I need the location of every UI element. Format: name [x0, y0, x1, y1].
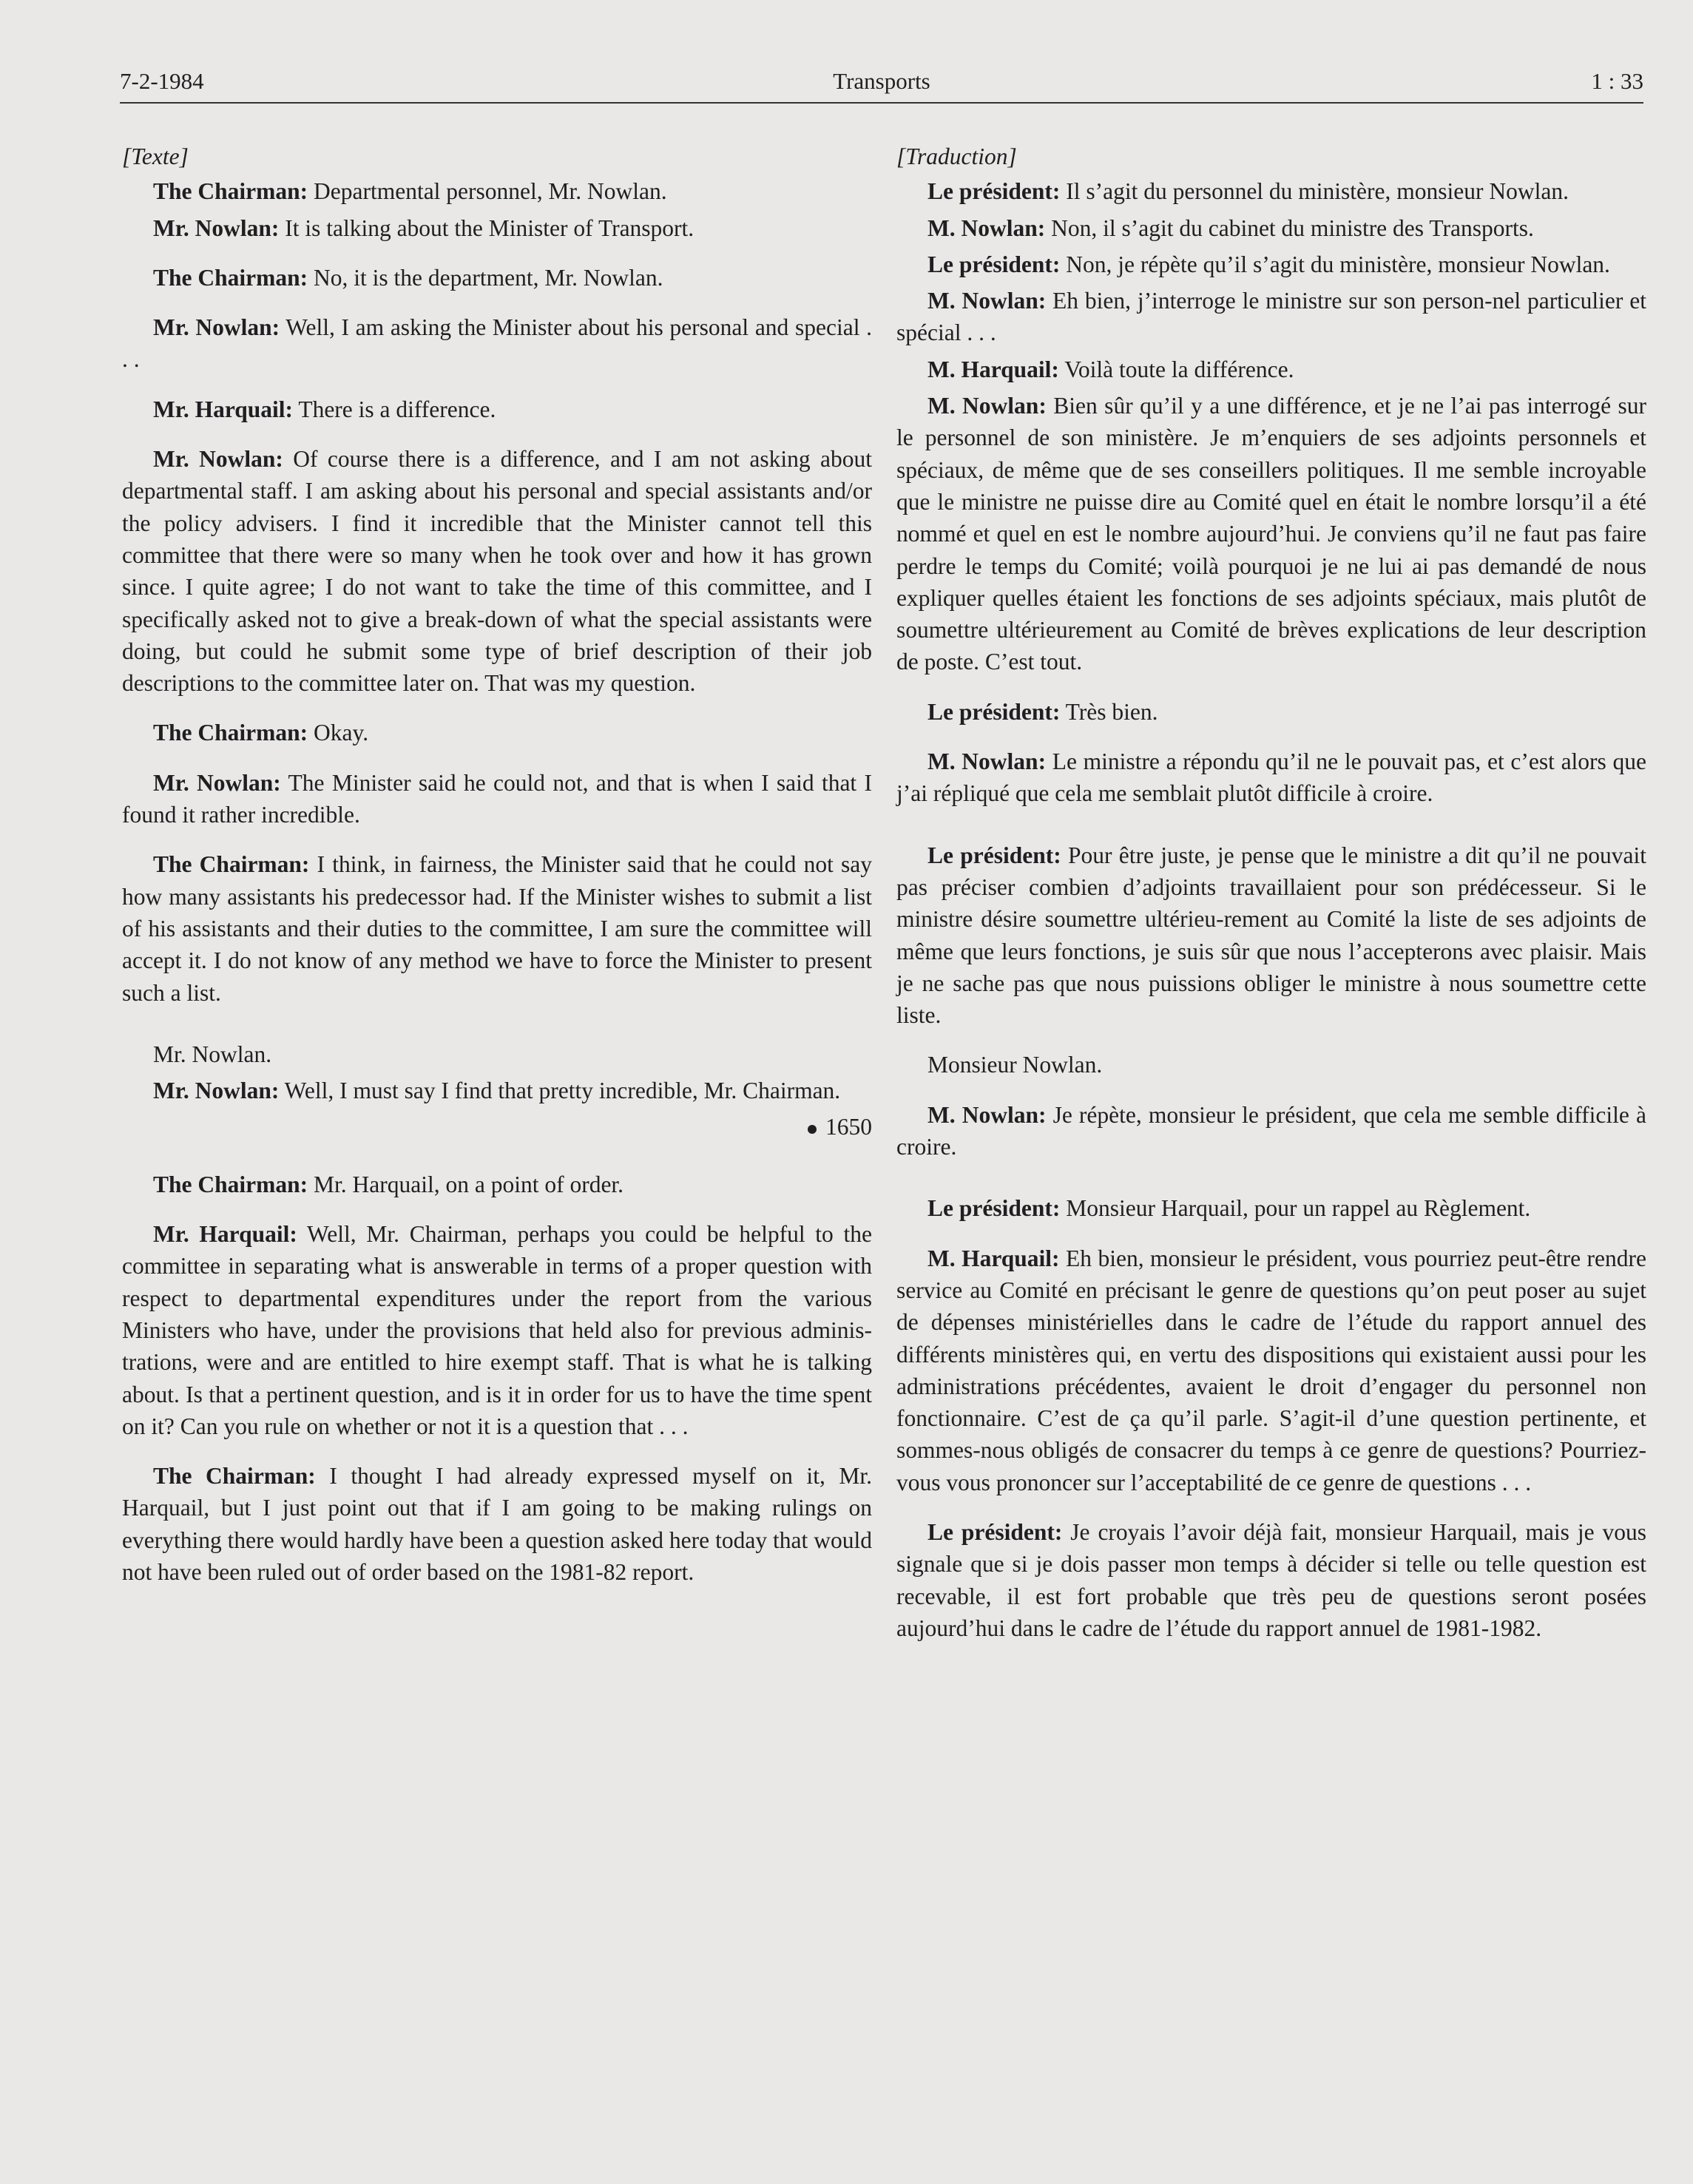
speaker: The Chairman: [153, 264, 308, 291]
speaker: The Chairman: [153, 720, 308, 746]
speech-text: Of course there is a difference, and I am not asking about departmental staff. I am asking about his personal and special assistants and/or the policy advisers. I find it incredible that the Minister cannot tell this committee that there were so many when he took over and how it has grown since. I quite agree; I do not want to take the time of this committee, and I specifically asked not to give a break-down of what the special assistants were doing, but could he submit some type of brief description of their job descriptions to the committee later on. That was my question. [122, 446, 872, 697]
paragraph [122, 1075, 872, 1106]
paragraph [896, 354, 1646, 385]
speaker: Mr. Harquail: [153, 396, 294, 422]
paragraph [122, 1169, 872, 1200]
speech-text: Je répète, monsieur le président, que cela me semble difficile à croire. [896, 1101, 1646, 1160]
speech-text: Pour être juste, je pense que le ministre a dit qu’il ne pouvait pas préciser combien d’adjoints travaillaient pour son prédécesseur. Si le ministre désire soumettre ultérieu-rement au Comité la liste de ses adjoints de même que leurs fonctions, je suis sûr que nous l’accepterons avec plaisir. Mais je ne sache pas que nous puissions obliger le ministre à nous soumettre cette liste. [896, 842, 1647, 1029]
speech-text: Mr. Nowlan. [153, 1041, 272, 1067]
paragraph [896, 1049, 1646, 1081]
speech-text: Mr. Harquail, on a point of order. [308, 1171, 624, 1197]
speech-text: Well, I am asking the Minister about his personal and special . . . [122, 314, 872, 373]
paragraph [896, 175, 1646, 207]
paragraph [896, 285, 1646, 349]
speaker: M. Nowlan: [927, 393, 1047, 419]
speech-text: The Minister said he could not, and that is when I said that I found it rather incredible. [122, 769, 873, 828]
paragraph [122, 1038, 872, 1070]
speech-text: Non, il s’agit du cabinet du ministre des Transports. [1045, 214, 1534, 241]
speech-text: Il s’agit du personnel du ministère, monsieur Nowlan. [1060, 178, 1569, 205]
speaker: Mr. Nowlan: [153, 769, 281, 796]
speaker: M. Nowlan: [927, 288, 1047, 314]
time-marker: 1650 [122, 1111, 872, 1143]
speaker: The Chairman: [153, 1171, 308, 1197]
paragraph [122, 393, 872, 425]
speech-text: Eh bien, monsieur le président, vous pourriez peut-être rendre service au Comité en précisant le genre de questions qu’on peut poser au sujet de dépenses ministérielles dans le cadre de l’étude du rapport annuel des différents ministères qui, en vertu des dispositions qui existaient aussi pour les administrations précédentes, avaient le droit d’engager du personnel non fonctionnaire. C’est de ça qu’il parle. S’agit-il d’une question pertinente, et sommes-nous obligés de consacrer du temps à ce genre de questions? Pourriez-vous vous prononcer sur l’acceptabilité de ce genre de questions . . . [896, 1245, 1646, 1495]
bullet-icon [808, 1125, 817, 1134]
speaker: Le président: [927, 1195, 1061, 1222]
paragraph [122, 1218, 872, 1442]
speaker: M. Nowlan: [927, 1101, 1047, 1128]
speaker: Mr. Nowlan: [153, 1078, 280, 1104]
header-title: Transports [833, 68, 930, 94]
paragraph [896, 839, 1646, 1032]
speaker: Mr. Nowlan: [153, 214, 280, 241]
speech-text: Le ministre a répondu qu’il ne le pouvait pas, et c’est alors que j’ai répliqué que cela me semblait plutôt difficile à croire. [896, 748, 1646, 807]
speech-text: Monsieur Harquail, pour un rappel au Règlement. [1060, 1195, 1531, 1222]
paragraph [122, 212, 872, 244]
section-label: [Texte] [122, 143, 189, 169]
page-header [120, 65, 1643, 104]
speech-text: There is a difference. [293, 396, 496, 422]
paragraph [122, 443, 872, 699]
paragraph [896, 249, 1646, 280]
speaker: The Chairman: [153, 178, 308, 205]
speaker: Le président: [927, 1518, 1063, 1545]
paragraph [896, 390, 1646, 678]
speech-text: Well, I must say I find that pretty incredible, Mr. Chairman. [279, 1078, 841, 1104]
speaker: Mr. Nowlan: [153, 446, 283, 473]
english-column [122, 141, 872, 1606]
header-page-number: 1 : 33 [1591, 68, 1643, 94]
speech-text: Bien sûr qu’il y a une différence, et je ne l’ai pas interrogé sur le personnel de son ministère. Je m’enquiers de ses adjoints personnels et spéciaux, de même que de ses conseillers politiques. Il me semble incroyable que le ministre ne puisse dire au Comité quel en était le nombre lorsqu’il a été nommé et quel en est le nombre aujourd’hui. Je conviens qu’il ne faut pas faire perdre le temps du Comité; voilà pourquoi je ne lui ai pas demandé de nous expliquer quelles étaient les fonctions de ses adjoints spéciaux, mais plutôt de soumettre ultérieurement au Comité de brèves explications de leur description de poste. C’est tout. [896, 393, 1646, 675]
paragraph [122, 175, 872, 207]
speech-text: No, it is the department, Mr. Nowlan. [308, 264, 663, 291]
paragraph [122, 848, 872, 1008]
paragraph [896, 746, 1646, 810]
speaker: M. Nowlan: [927, 214, 1046, 241]
paragraph [122, 767, 872, 831]
section-label: [Traduction] [896, 143, 1017, 169]
header-date: 7-2-1984 [120, 68, 204, 94]
speaker: The Chairman: [153, 1463, 316, 1490]
speaker: Le président: [927, 251, 1061, 277]
paragraph [122, 717, 872, 748]
speech-text: Departmental personnel, Mr. Nowlan. [308, 178, 667, 205]
paragraph [896, 1243, 1646, 1498]
speaker: M. Harquail: [927, 356, 1059, 382]
header-rule [120, 102, 1643, 104]
speaker: Mr. Harquail: [153, 1221, 297, 1248]
speaker: The Chairman: [153, 851, 310, 878]
speech-text: Okay. [308, 720, 369, 746]
speaker: M. Nowlan: [927, 748, 1047, 775]
speech-text: Monsieur Nowlan. [927, 1052, 1103, 1078]
speech-text: It is talking about the Minister of Transport. [279, 214, 695, 241]
paragraph [122, 262, 872, 294]
paragraph [896, 696, 1646, 728]
paragraph [896, 212, 1646, 244]
speaker: Le président: [927, 178, 1061, 205]
paragraph [122, 1460, 872, 1588]
paragraph [122, 311, 872, 376]
speaker: Le président: [927, 842, 1061, 868]
speech-text: Voilà toute la différence. [1058, 356, 1294, 382]
speech-text: Non, je répète qu’il s’agit du ministère, monsieur Nowlan. [1060, 251, 1610, 277]
paragraph [896, 1516, 1646, 1644]
french-column [896, 141, 1646, 1662]
speech-text: Well, Mr. Chairman, perhaps you could be helpful to the committee in separating what is answerable in terms of a proper question with respect to departmental expenditures under the report from the various Ministers who have, under the provisions that held also for previous adminis-trations, were and are entitled to hire exempt staff. That is what he is talking about. Is that a pertinent question, and is it in order for us to have the time spent on it? Can you rule on whether or not it is a question that . . . [122, 1221, 873, 1439]
speaker: Mr. Nowlan: [153, 314, 280, 341]
speaker: Le président: [927, 698, 1061, 725]
speech-text: Je croyais l’avoir déjà fait, monsieur Harquail, mais je vous signale que si je dois passer mon temps à décider si telle ou telle question est recevable, il est fort probable que très peu de questions seront posées aujourd’hui dans le cadre de l’étude du rapport annuel de 1981-1982. [896, 1518, 1646, 1641]
speech-text: Eh bien, j’interroge le ministre sur son person-nel particulier et spécial . . . [896, 288, 1646, 346]
speaker: M. Harquail: [927, 1245, 1060, 1271]
speech-text: I thought I had already expressed myself on it, Mr. Harquail, but I just point out that if I am going to be making rulings on everything there would hardly have been a question asked here today that would not have been ruled out of order based on the 1981-82 report. [122, 1463, 872, 1585]
paragraph [896, 1192, 1646, 1224]
speech-text: Très bien. [1060, 698, 1158, 725]
speech-text: I think, in fairness, the Minister said that he could not say how many assistants his predecessor had. If the Minister wishes to submit a list of his assistants and their duties to the committee, I am sure the committee will accept it. I do not know of any method we have to force the Minister to present such a list. [122, 851, 872, 1006]
paragraph [896, 1099, 1646, 1163]
